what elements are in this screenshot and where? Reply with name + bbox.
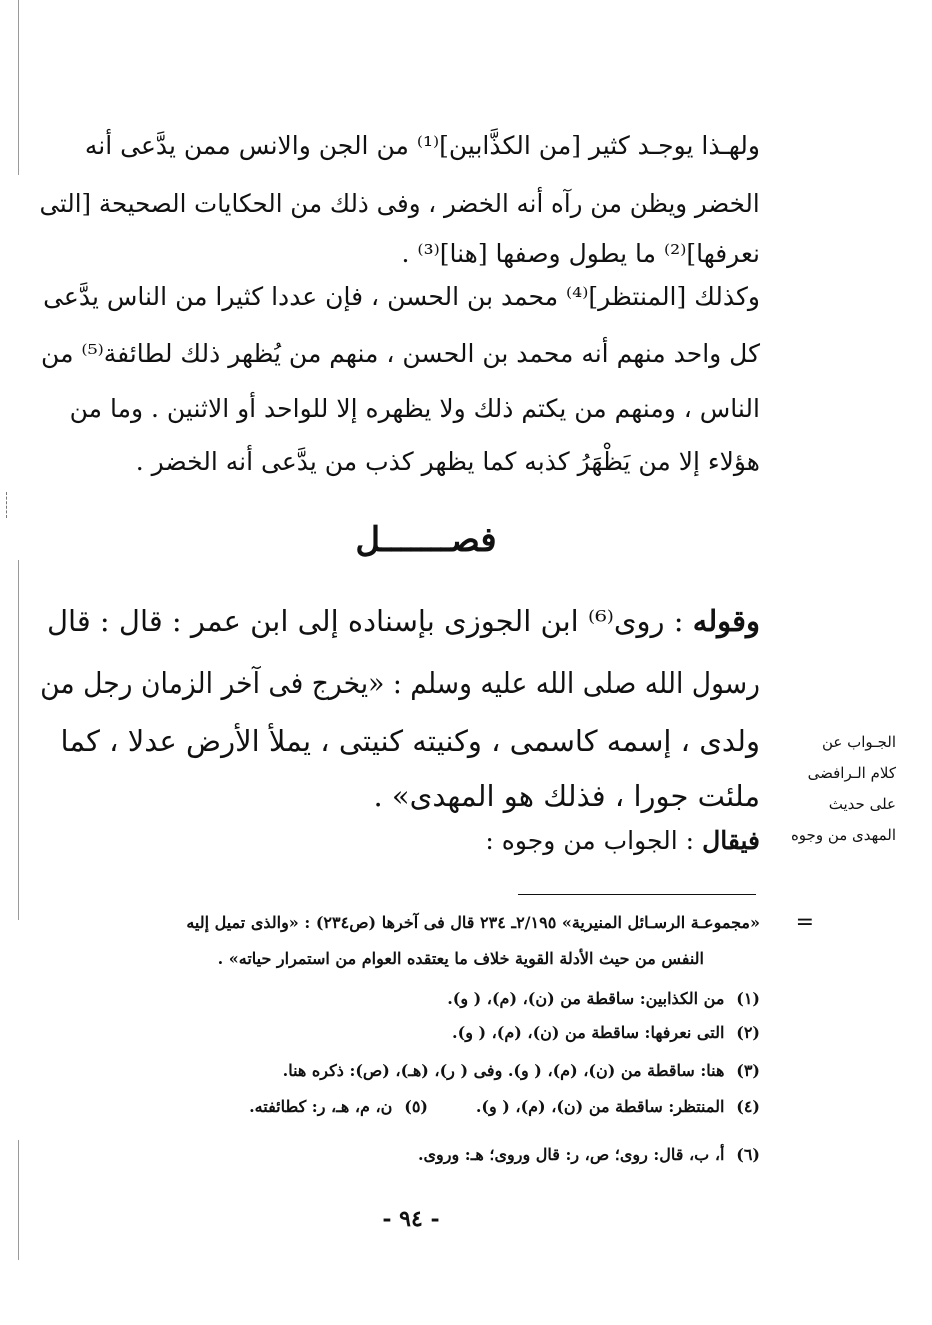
scan-edge-top (18, 0, 19, 175)
footnote-5 (249, 1092, 428, 1122)
scan-edge-middle (18, 560, 19, 920)
answer-line (485, 812, 760, 870)
footnote-continuation-mark: = (795, 910, 814, 935)
answer-lead: فيقال (702, 826, 760, 855)
footnote-text: المنتظر: ساقطة من (ن)، (م)، ( و). (475, 1097, 725, 1116)
page-number-text: - ٩٤ - (382, 1206, 440, 1232)
paragraph2-line-3: الناس ، ومنهم من يكتم ذلك ولا يظهره إلا للواحد أو الاثنين . وما من (69, 394, 760, 423)
margin-note (776, 727, 896, 851)
footnote-number: (٦) (736, 1145, 760, 1164)
footnote-number: (٣) (736, 1061, 760, 1080)
footnote-text: أ، ب، قال: روى؛ ص، ر: قال وروى؛ هـ: وروى. (417, 1145, 725, 1164)
section-heading (0, 520, 932, 560)
paragraph1-line-2: الخضر ويظن من رآه أنه الخضر ، وفى ذلك من الحكايات الصحيحة [التى (39, 189, 760, 218)
footnote-continuation-line-2: النفس من حيث الأدلة القوية خلاف ما يعتقده العوام من استمرار حياته» . (217, 949, 704, 968)
footnote-text: هنا: ساقطة من (ن)، (م)، ( و). وفى ( ر)، (هـ)، (ص): ذكره هنا. (282, 1061, 725, 1080)
margin-note-line-3: على حديث (828, 795, 896, 813)
paragraph3-line-2: رسول الله صلى الله عليه وسلم : «يخرج فى آخر الزمان رجل من (40, 666, 760, 700)
margin-note-line-2: كلام الـرافضى (807, 764, 896, 782)
paragraph2-line-1: وكذلك [المنتظر]⁽⁴⁾ محمد بن الحسن ، فإن عددا كثيرا من الناس يدَّعى (43, 282, 760, 311)
section-heading-text: فصـــــــل (355, 520, 497, 560)
footnote-text: ن، م، هـ، ر: كطائفته. (249, 1097, 393, 1116)
footnote-3 (283, 1056, 760, 1086)
paragraph3-line-3: ولدى ، إسمه كاسمى ، وكنيته كنيتى ، يملأ الأرض عدلا ، كما (60, 724, 760, 758)
paragraph2-line-4: هؤلاء إلا من يَظْهَرُ كذبه كما يظهر كذب من يدَّعى أنه الخضر . (135, 447, 760, 476)
footnote-6 (418, 1140, 760, 1170)
margin-note-line-1: الجـواب عن (822, 733, 896, 751)
footnote-number: (٢) (736, 1023, 760, 1042)
footnote-number: (١) (736, 989, 760, 1008)
footnote-4 (476, 1092, 760, 1122)
answer-text: : الجواب من وجوه : (485, 826, 695, 855)
paragraph3-lead: وقوله (692, 604, 760, 638)
footnote-continuation-line-1: «مجموعـة الرسـائل المنيرية» ٢/١٩٥ـ ٢٣٤ قال فى آخرها (ص٢٣٤) : «والذى تميل إليه (186, 913, 760, 932)
paragraph2-line-2: كل واحد منهم أنه محمد بن الحسن ، منهم من يُظهر ذلك لطائفة⁽⁵⁾ من (41, 339, 760, 368)
paragraph1-line-1: ولهـذا يوجـد كثير [من الكذَّابين]⁽¹⁾ من الجن والانس ممن يدَّعى أنه (84, 131, 760, 160)
paragraph1-line-3: نعرفها]⁽²⁾ ما يطول وصفها [هنا]⁽³⁾ . (401, 239, 760, 268)
page-number (0, 1206, 932, 1232)
footnote-number: (٥) (404, 1097, 428, 1116)
margin-note-line-4: المهدى من وجوه (790, 826, 896, 844)
footnote-text: التى نعرفها: ساقطة من (ن)، (م)، ( و). (452, 1023, 725, 1042)
paragraph3-line-1 (47, 590, 760, 652)
footnote-separator (518, 894, 756, 895)
footnote-text: من الكذابين: ساقطة من (ن)، (م)، ( و). (447, 989, 725, 1008)
scan-edge-bottom (18, 1140, 19, 1260)
paragraph3-line-1-text: : روى⁽⁶⁾ ابن الجوزى بإسناده إلى ابن عمر : قال : قال (46, 604, 684, 638)
paragraph3-line-4: ملئت جورا ، فذلك هو المهدى» . (373, 779, 760, 813)
footnote-number: (٤) (736, 1097, 760, 1116)
footnote-2 (452, 1018, 760, 1048)
scan-edge-dash (6, 492, 8, 518)
footnote-1 (447, 984, 760, 1014)
